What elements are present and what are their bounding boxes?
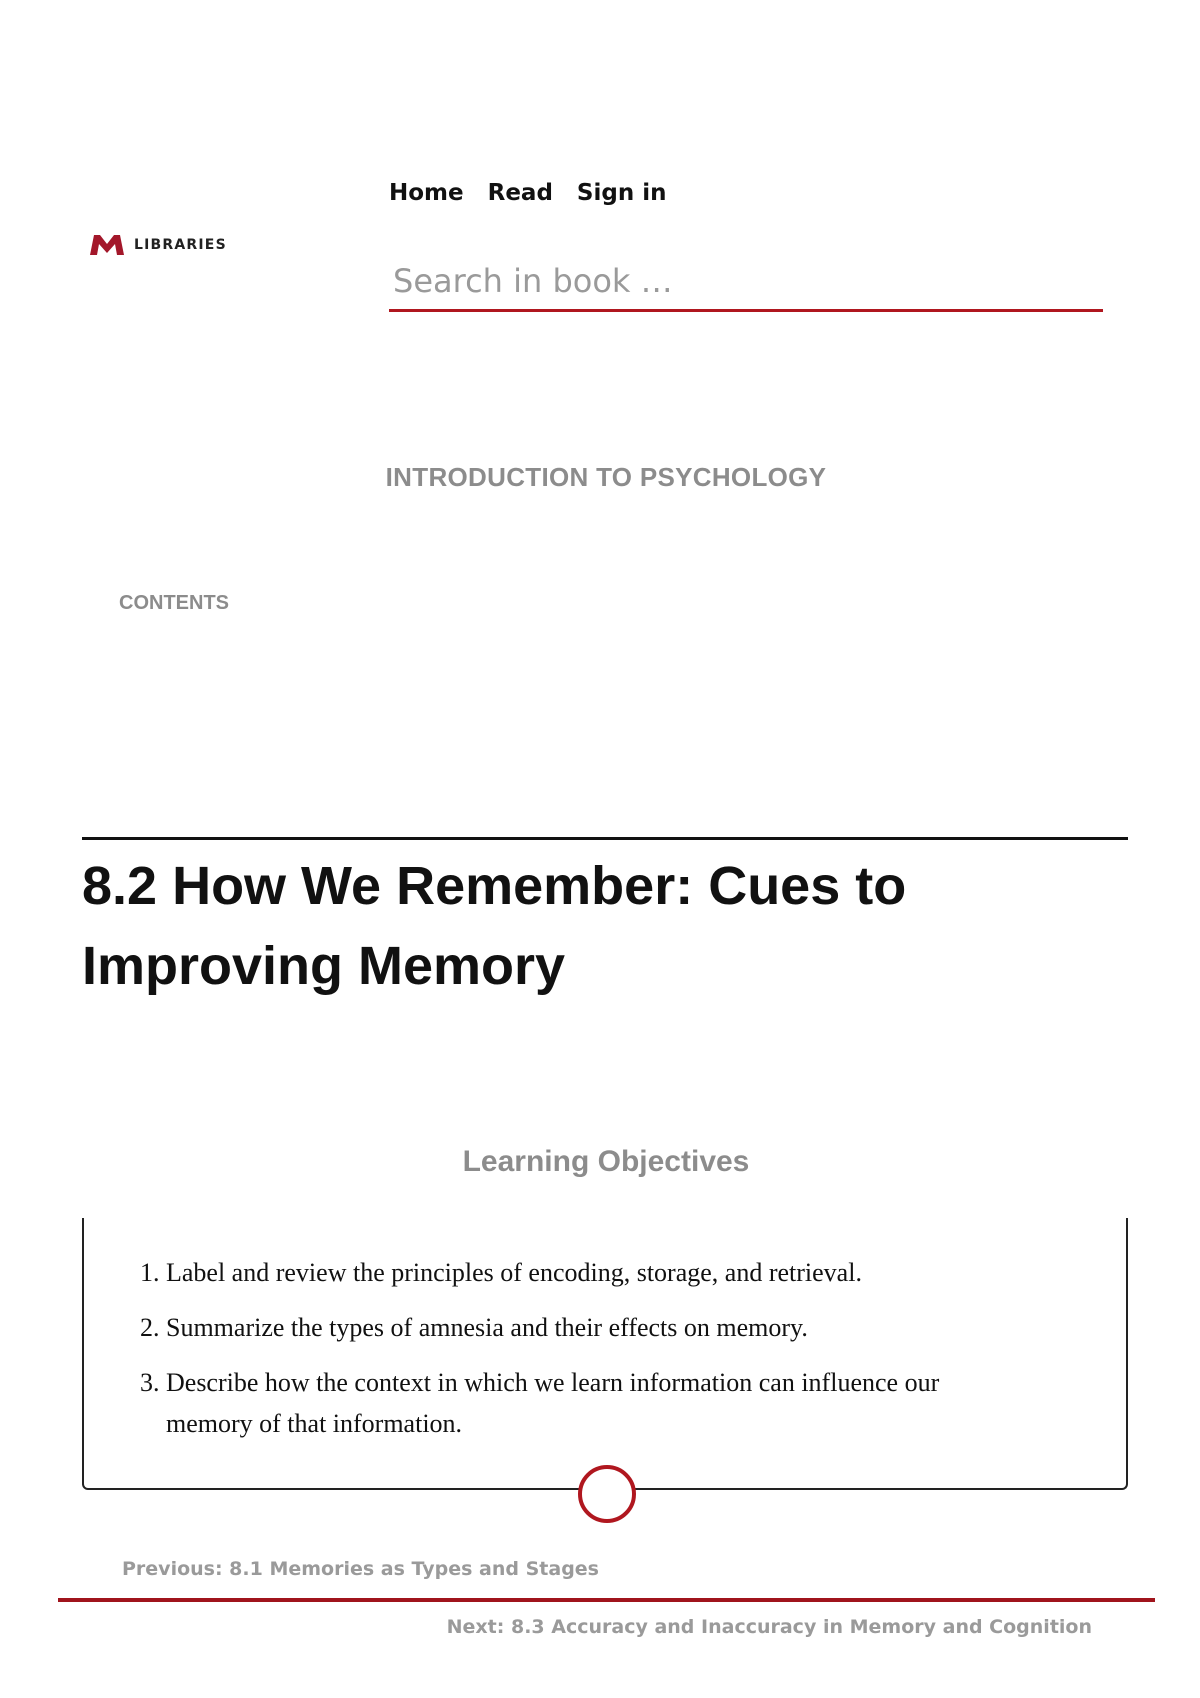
previous-chapter-link[interactable]: Previous: 8.1 Memories as Types and Stages (122, 1558, 599, 1580)
learning-objectives-heading: Learning Objectives (462, 1145, 750, 1178)
learning-objective-item: 2. Summarize the types of amnesia and their effects on memory. (166, 1307, 1004, 1348)
contents-toggle-button[interactable]: CONTENTS (119, 592, 229, 614)
title-divider (82, 837, 1128, 840)
learning-objective-item: 3. Describe how the context in which we learn information can influence our memory of that information. (166, 1362, 1004, 1444)
next-chapter-link[interactable]: Next: 8.3 Accuracy and Inaccuracy in Memory and Cognition (446, 1616, 1092, 1638)
expand-circle-icon[interactable] (578, 1465, 636, 1523)
site-logo[interactable] (90, 235, 227, 255)
top-navigation (389, 180, 666, 206)
nav-home-link[interactable]: Home (389, 180, 464, 206)
learning-objectives-list (84, 1252, 1004, 1444)
university-m-logo-icon (90, 235, 124, 255)
chapter-title: 8.2 How We Remember: Cues to Improving Memory (82, 856, 907, 996)
nav-read-link[interactable]: Read (487, 180, 553, 206)
learning-objective-item: 1. Label and review the principles of encoding, storage, and retrieval. (166, 1252, 1004, 1293)
book-title-link[interactable]: INTRODUCTION TO PSYCHOLOGY (385, 462, 827, 492)
logo-text: LIBRARIES (134, 237, 227, 253)
footer-divider (58, 1598, 1155, 1602)
learning-objectives-box (82, 1218, 1128, 1490)
nav-sign-in-link[interactable]: Sign in (576, 180, 667, 206)
search-in-book-input[interactable] (389, 252, 1103, 312)
